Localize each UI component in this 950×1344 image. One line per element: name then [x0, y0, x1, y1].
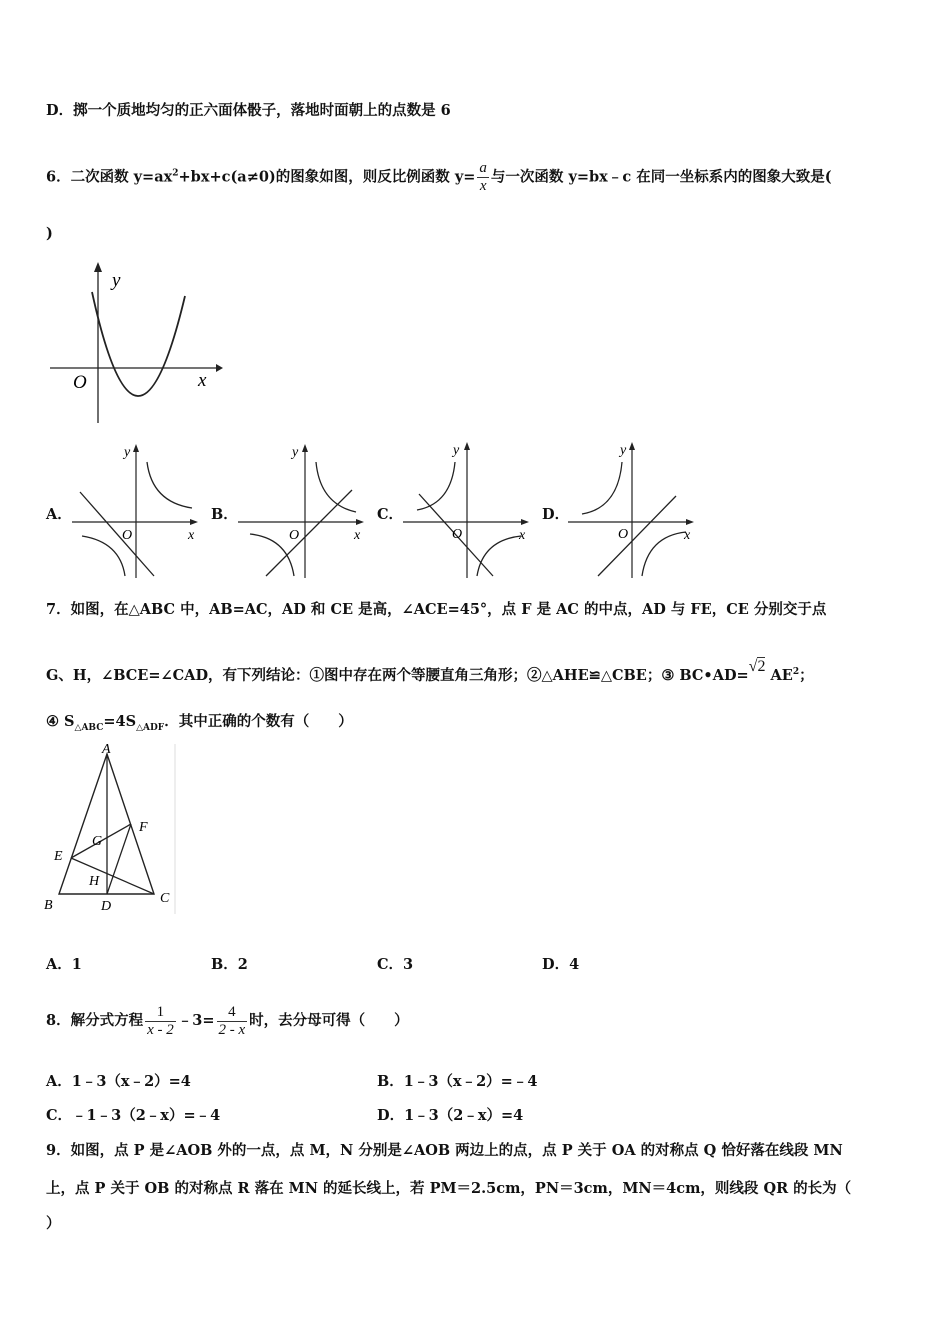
q7-option-a: A．1 [46, 956, 82, 973]
q8-f2-num: 4 [217, 1004, 248, 1022]
q6-frac-den: x [479, 178, 487, 194]
q8-fraction-2 [217, 1004, 248, 1039]
q6-suffix: 与一次函数 y=bx﹣c 在同一坐标系内的图象大致是( [490, 168, 832, 186]
q7-label-g: G [92, 834, 103, 849]
q7-line2-c: ； [799, 666, 814, 684]
q6-stem [46, 160, 832, 195]
q7-label-c: C [160, 891, 170, 906]
q6-a-x: x [188, 528, 195, 543]
q6-b-y: y [292, 445, 299, 460]
q7-line3-a: ④ S [46, 713, 75, 730]
q6-option-c-graph [403, 440, 533, 580]
q7-label-f: F [139, 820, 148, 835]
q6-mid: +bx+c(a≠0)的图象如图，则反比例函数 y= [178, 168, 476, 186]
q7-sub2: △ADF [136, 722, 165, 733]
q6-frac-num: a [479, 160, 487, 176]
q8-f2-den: 2 - x [218, 1021, 246, 1038]
q6-main-origin: O [73, 372, 87, 393]
q6-a-y: y [124, 445, 131, 460]
q6-d-y: y [620, 443, 627, 458]
q6-option-c-label: C． [377, 506, 404, 523]
q8-f1-den: x - 2 [147, 1021, 174, 1038]
q8-f1-num: 1 [145, 1004, 176, 1022]
q6-option-d-label: D． [542, 506, 570, 523]
q8-suffix: 时，去分母可得（ ） [249, 1012, 409, 1029]
q7-label-b: B [44, 898, 53, 913]
q5-option-d: D．掷一个质地均匀的正六面体骰子，落地时面朝上的点数是 6 [46, 102, 451, 119]
q8-option-d: D．1﹣3（2﹣x）=4 [377, 1107, 524, 1124]
q9-line1: 9．如图，点 P 是∠AOB 外的一点，点 M，N 分别是∠AOB 两边上的点，点 P 关于 OA 的对称点 Q 恰好落在线段 MN [46, 1142, 843, 1159]
q6-option-a-graph [72, 442, 202, 580]
q6-option-a-label: A． [46, 506, 72, 523]
q7-line3-c: ．其中正确的个数有（ ） [164, 713, 353, 730]
q6-c-o: O [452, 527, 463, 542]
q6-option-d-graph [568, 440, 698, 580]
q7-label-a: A [102, 742, 111, 757]
q7-option-d: D．4 [542, 956, 580, 973]
q7-sub1: △ABC [74, 722, 104, 733]
q7-option-b: B．2 [211, 956, 248, 973]
q6-b-o: O [289, 528, 300, 543]
q7-label-d: D [101, 899, 112, 914]
q7-sqrt-val: 2 [757, 657, 766, 675]
q8-stem [46, 1003, 409, 1039]
q6-d-o: O [618, 527, 629, 542]
q7-line3 [46, 712, 353, 738]
q8-prefix: 8．解分式方程 [46, 1012, 144, 1029]
q9-line2: 上，点 P 关于 OB 的对称点 R 落在 MN 的延长线上，若 PM＝2.5cm，PN＝3cm，MN＝4cm，则线段 QR 的长为（ [46, 1180, 852, 1197]
q6-close: ) [46, 225, 53, 242]
q6-d-x: x [684, 528, 691, 543]
q6-option-b-graph [238, 442, 368, 580]
q7-option-c: C．3 [377, 956, 414, 973]
q7-sqrt: √2 [748, 657, 766, 675]
q7-line2-sup: 2 [792, 667, 800, 677]
q7-line2-a: G、H，∠BCE=∠CAD，有下列结论：①图中存在两个等腰直角三角形；②△AHE≌△CBE；③ BC•AD= [46, 666, 749, 684]
q6-prefix: 6．二次函数 y=ax [46, 168, 173, 186]
q6-c-y: y [453, 443, 460, 458]
q7-line3-b: =4S [103, 713, 137, 730]
q6-sup: 2 [172, 168, 179, 179]
q7-label-e: E [54, 849, 63, 864]
q6-fraction [477, 160, 489, 195]
q6-main-x-label: x [198, 370, 207, 391]
q8-option-b: B．1﹣3（x﹣2）=﹣4 [377, 1073, 538, 1090]
q7-triangle-figure [44, 742, 179, 920]
q7-line2 [46, 657, 814, 686]
q8-fraction-1 [145, 1004, 176, 1039]
q7-line2-b: AE [770, 666, 793, 684]
q9-line3: ） [46, 1215, 61, 1232]
q7-label-h: H [89, 874, 100, 889]
q8-option-a: A．1﹣3（x﹣2）=4 [46, 1073, 191, 1090]
q7-line1: 7．如图，在△ABC 中，AB=AC，AD 和 CE 是高，∠ACE=45°，点 F 是 AC 的中点，AD 与 FE，CE 分别交于点 [46, 601, 827, 618]
q6-parabola-graph [48, 258, 223, 428]
q8-mid: ﹣3= [177, 1012, 215, 1029]
q8-option-c: C．﹣1﹣3（2﹣x）=﹣4 [46, 1107, 221, 1124]
q6-main-y-label: y [112, 270, 121, 291]
q6-option-b-label: B． [211, 506, 238, 523]
q6-c-x: x [519, 528, 526, 543]
q6-b-x: x [354, 528, 361, 543]
q6-a-o: O [122, 528, 133, 543]
